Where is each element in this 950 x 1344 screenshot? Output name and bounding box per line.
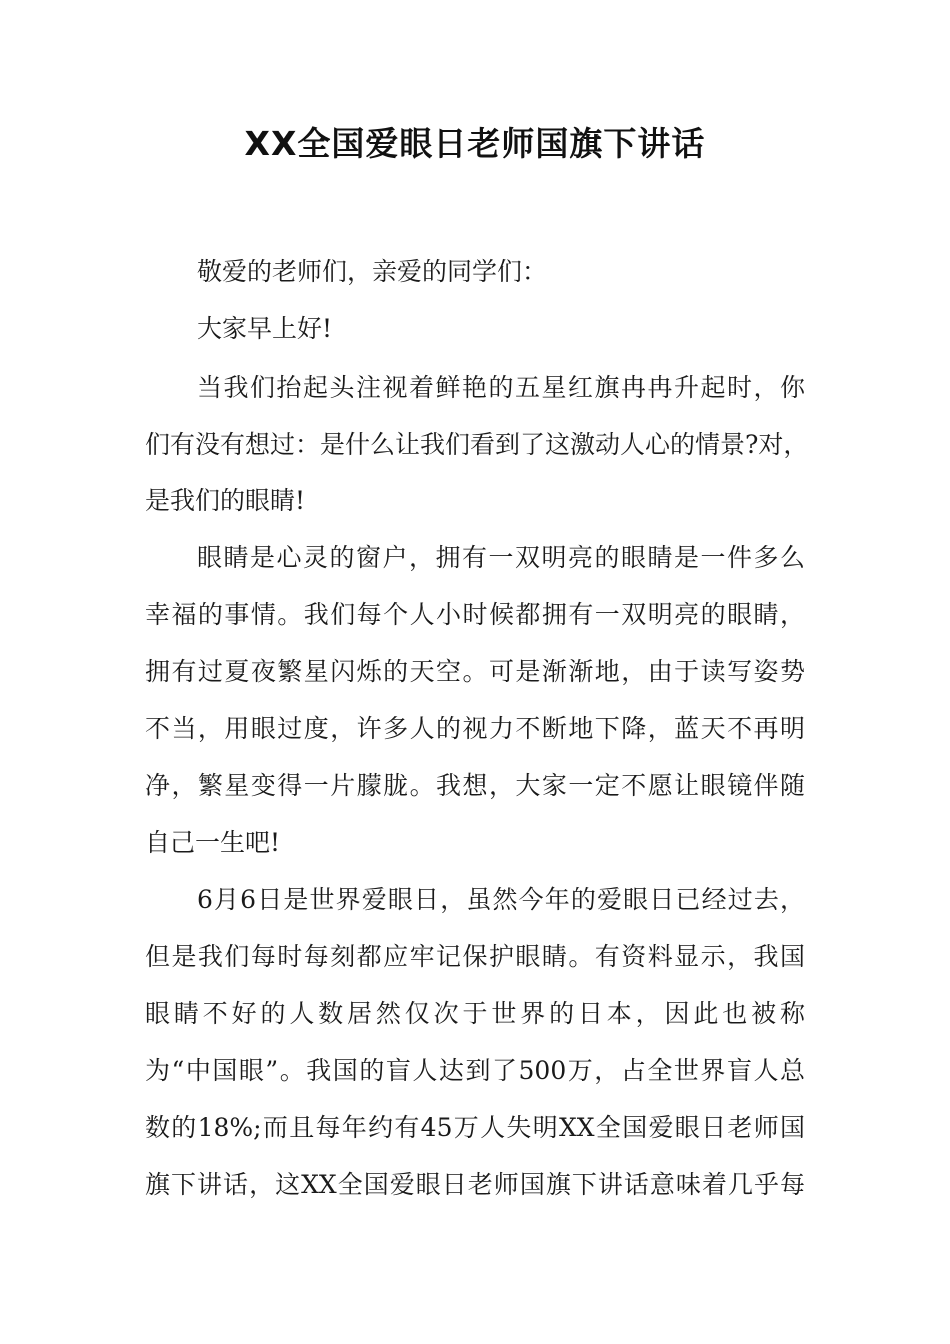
text-line: 幸福的事情。我们每个人小时候都拥有一双明亮的眼睛， [145,600,805,629]
text-line: 当我们抬起头注视着鲜艳的五星红旗冉冉升起时，你 [197,373,805,402]
document-title: XX全国爱眼日老师国旗下讲话 [244,124,706,163]
text-line: 拥有过夏夜繁星闪烁的天空。可是渐渐地，由于读写姿势 [145,657,805,686]
text-line: 是我们的眼睛! [145,486,306,515]
text-line: 眼睛是心灵的窗户，拥有一双明亮的眼睛是一件多么 [197,543,805,572]
text-line: 自己一生吧! [145,828,281,857]
text-line: 数的18%;而且每年约有45万人失明XX全国爱眼日老师国 [145,1113,805,1142]
text-line: 大家早上好! [197,314,333,343]
text-line: 但是我们每时每刻都应牢记保护眼睛。有资料显示，我国 [145,942,805,971]
greeting-line: 敬爱的老师们，亲爱的同学们： [197,257,548,286]
text-line: 净，繁星变得一片朦胧。我想，大家一定不愿让眼镜伴随 [145,771,805,800]
text-line: 们有没有想过：是什么让我们看到了这激动人心的情景?对， [145,430,809,459]
text-line: 不当，用眼过度，许多人的视力不断地下降，蓝天不再明 [145,714,805,743]
text-line: 6月6日是世界爱眼日，虽然今年的爱眼日已经过去， [197,885,805,914]
text-line: 为“中国眼”。我国的盲人达到了500万，占全世界盲人总 [145,1056,805,1085]
text-line: 眼睛不好的人数居然仅次于世界的日本，因此也被称 [145,999,805,1028]
text-line: 旗下讲话，这XX全国爱眼日老师国旗下讲话意味着几乎每 [145,1170,805,1199]
